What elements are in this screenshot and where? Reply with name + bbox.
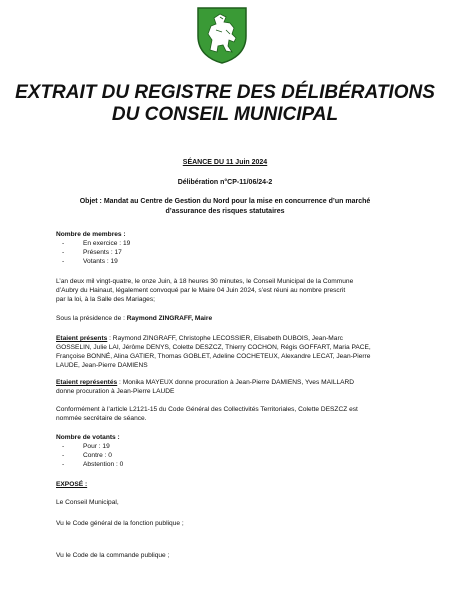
vu-line: Vu le Code de la commande publique ; [56,552,170,559]
deliberation-number: Délibération n°CP-11/06/24-2 [177,179,273,186]
document-title-line1: EXTRAIT DU REGISTRE DES DÉLIBÉRATIONS [15,82,435,103]
intro-line: L’an deux mil vingt-quatre, le onze Juin, à 18 heures 30 minutes, le Conseil Municipal de la Commune [56,278,354,285]
list-item: - En exercice : 19 [62,240,131,247]
presents-line: GOSSELIN, Julie LAI, Jérôme DENYS, Colette DESZCZ, Thierry COCHON, Régis GOFFART, Maria PACE, [56,344,371,351]
conseil-text: Le Conseil Municipal, [56,499,119,506]
presents-line: Etaient présents : Raymond ZINGRAFF, Christophe LECOSSIER, Elisabeth DUBOIS, Jean-Marc [56,335,343,342]
vu-line: Vu le Code général de la fonction publique ; [56,520,184,527]
conformement-line: nommée secrétaire de séance. [56,415,147,422]
conformement-line: Conformément à l’article L2121-15 du Code Général des Collectivités Territoriales, Colette DESZCZ est [56,406,358,413]
membres-heading: Nombre de membres : [56,231,126,238]
list-item: - Présents : 17 [62,249,122,256]
intro-line: d’Aubry du Hainaut, légalement convoqué par le Maire 04 Juin 2024, s’est réuni au nombre prescrit [56,287,346,294]
document-title-line2: DU CONSEIL MUNICIPAL [111,104,339,125]
list-item: - Pour : 19 [62,443,110,450]
lion-shield-icon [196,6,248,64]
list-item: - Contre : 0 [62,452,112,459]
presidence: Sous la présidence de : Raymond ZINGRAFF, Maire [56,315,213,322]
presents-line: Françoise BONNÉ, Alina GATIER, Thomas GOBLET, Adeline COCHETEUX, Alexandre LECAT, Jean-Pierre [56,353,371,360]
intro-line: par la loi, à la Salle des Mariages; [56,296,155,303]
list-item: - Votants : 19 [62,258,118,265]
representes-line: donne procuration à Jean-Pierre LAUDE [56,388,175,395]
seance-date: SÉANCE DU 11 Juin 2024 [182,159,268,166]
votants-heading: Nombre de votants : [56,434,120,441]
objet-line2: d’assurance des risques statutaires [165,208,285,215]
presents-line: LAUDE, Jean-Pierre DAMIENS [56,362,148,369]
objet-line1: Objet : Mandat au Centre de Gestion du Nord pour la mise en concurrence d’un marché [79,198,371,205]
list-item: - Abstention : 0 [62,461,124,468]
representes-line: Etaient représentés : Monika MAYEUX donne procuration à Jean-Pierre DAMIENS, Yves MAILLARD [56,379,355,386]
expose-heading: EXPOSÉ : [56,481,88,488]
